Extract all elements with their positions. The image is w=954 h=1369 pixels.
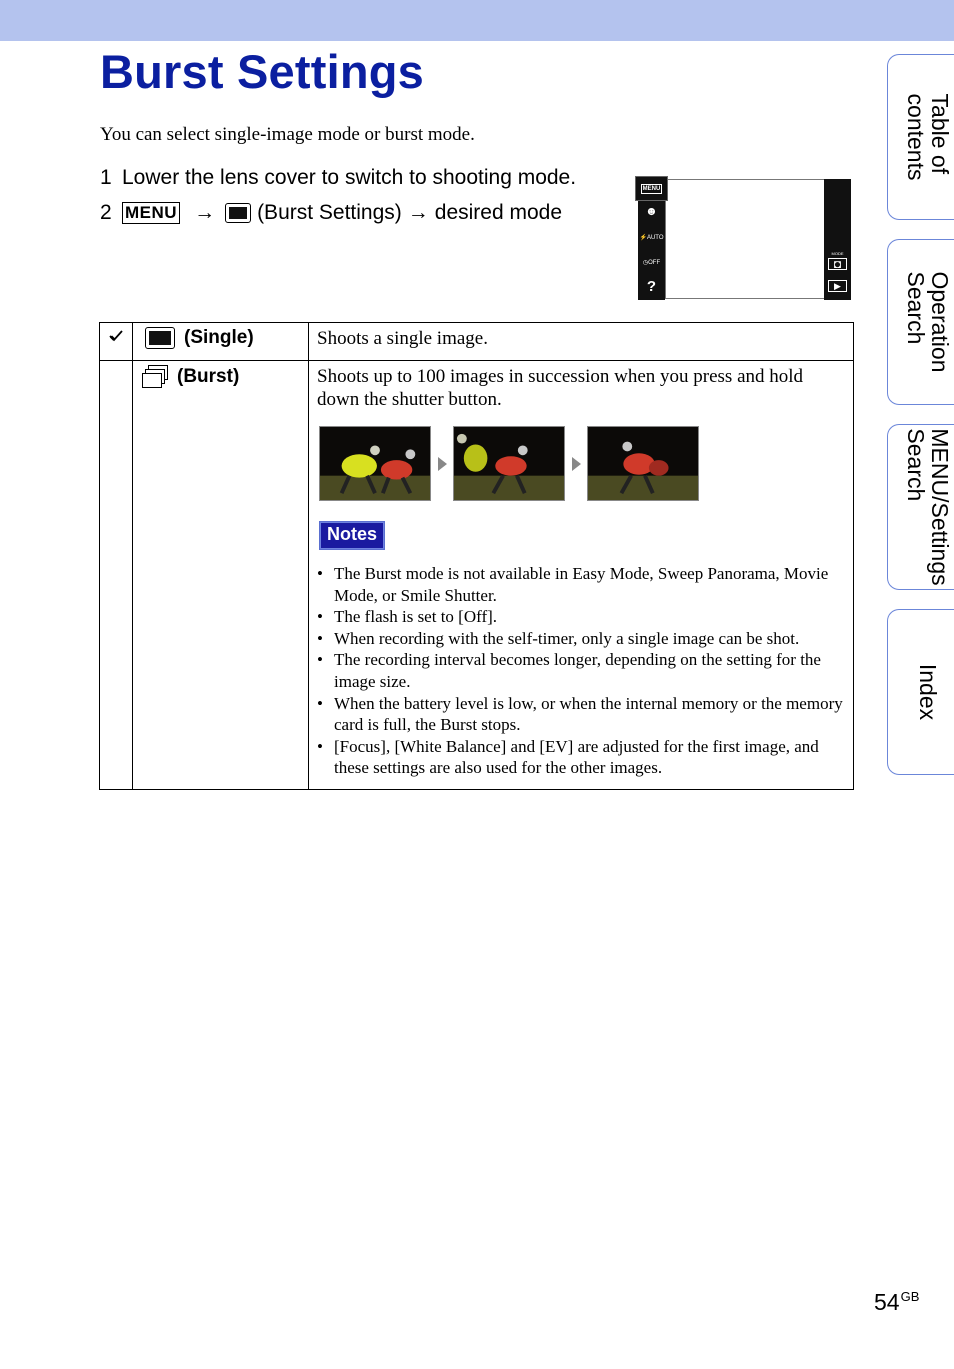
setting-description-cell [309, 323, 854, 361]
page-title: Burst Settings [100, 45, 424, 98]
camera-menu-icon: MENU [635, 176, 668, 201]
list-item: • The Burst mode is not available in Easy Mode, Sweep Panorama, Movie Mode, or Smile Shutter. [317, 563, 845, 606]
list-item: • When recording with the self-timer, only a single image can be shot. [317, 628, 845, 650]
step-2 [100, 201, 562, 225]
step-text: Lower the lens cover to switch to shooting mode. [122, 166, 577, 189]
list-item: • [Focus], [White Balance] and [EV] are adjusted for the first image, and these settings are also used for the other images. [317, 736, 845, 779]
list-item: • The flash is set to [Off]. [317, 606, 845, 628]
intro-text: You can select single-image mode or burst mode. [100, 124, 475, 145]
smile-icon: ☻ [645, 204, 658, 218]
camera-left-bar [638, 200, 665, 300]
setting-description: Shoots up to 100 images in succession when you press and hold down the shutter button. [317, 366, 804, 410]
setting-name-cell [133, 361, 309, 790]
arrow-right-icon: → [407, 201, 429, 224]
arrow-right-icon [565, 457, 587, 471]
burst-photo-2 [453, 426, 565, 501]
list-item: • When the battery level is low, or when the internal memory or the memory card is full, the Burst stops. [317, 693, 845, 736]
burst-shot-icon [141, 365, 169, 389]
camera-mode-icon: ◘ [828, 258, 847, 270]
burst-photo-3 [587, 426, 699, 501]
tab-index[interactable]: Index [887, 609, 954, 775]
step-number: 2 [100, 201, 112, 224]
playback-icon: ▶ [828, 280, 847, 292]
tab-table-of-contents[interactable]: Table of contents [887, 54, 954, 220]
step-setting: (Burst Settings) [257, 201, 402, 224]
setting-name: (Burst) [177, 366, 240, 387]
page-number: $54^{GB}$ [874, 1289, 920, 1315]
arrow-right-icon: → [194, 201, 216, 224]
empty-check-cell [100, 361, 133, 790]
tab-menu-settings-search[interactable]: MENU/Settings Search [887, 424, 954, 590]
step-1 [100, 166, 576, 190]
setting-description-cell [309, 361, 854, 790]
mode-label: MODE [831, 251, 844, 256]
top-band [0, 0, 954, 41]
camera-screen [635, 176, 851, 300]
burst-photo-sequence [319, 426, 845, 501]
step-tail: desired mode [434, 201, 563, 224]
default-check-cell [100, 323, 133, 361]
flash-auto-icon: ⚡AUTO [639, 235, 664, 241]
self-timer-off-icon: ◷OFF [642, 260, 661, 266]
single-shot-icon [145, 327, 175, 349]
list-item: • The recording interval becomes longer, depending on the setting for the image size. [317, 649, 845, 692]
setting-name-cell [133, 323, 309, 361]
settings-table [99, 322, 854, 790]
menu-button-icon: MENU [122, 202, 180, 224]
camera-right-bar [824, 179, 851, 300]
setting-name: (Single) [184, 327, 254, 348]
check-icon [108, 329, 124, 343]
help-icon: ? [646, 278, 657, 295]
step-number: 1 [100, 166, 112, 189]
notes-badge: Notes [319, 521, 385, 550]
table-row [100, 361, 854, 790]
setting-description: Shoots a single image. [317, 328, 488, 349]
single-shot-icon [225, 203, 251, 223]
burst-photo-1 [319, 426, 431, 501]
notes-list [317, 563, 845, 779]
camera-preview-frame [665, 179, 825, 299]
tab-operation-search[interactable]: Operation Search [887, 239, 954, 405]
arrow-right-icon [431, 457, 453, 471]
table-row [100, 323, 854, 361]
